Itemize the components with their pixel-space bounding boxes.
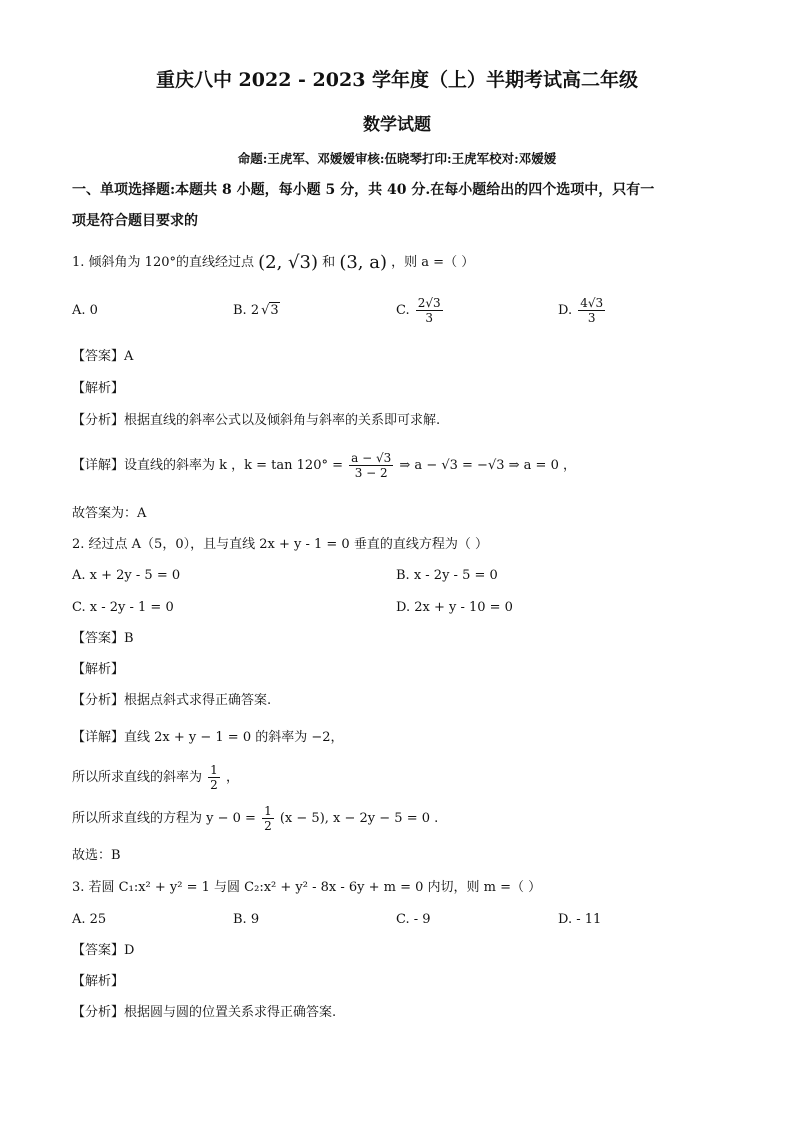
q1-point1: (2, √3)	[258, 252, 319, 273]
credits-line: 命题:王虎军、邓嫒嫒审核:伍晓琴打印:王虎军校对:邓嫒嫒	[237, 151, 557, 166]
q1-answer: 【答案】A	[72, 349, 134, 364]
q1-option-d-label: D.	[558, 303, 573, 318]
q2-equation-den: 2	[264, 819, 272, 833]
q1-point2-value: 3, a	[346, 252, 380, 273]
q2-slope-num: 1	[210, 763, 218, 777]
q1-option-c-label: C.	[396, 303, 410, 318]
q2-equation-fraction	[262, 804, 274, 833]
q1-option-a: A. 0	[72, 303, 98, 318]
q2-final: 故选：B	[72, 848, 121, 863]
q1-detail-fraction	[349, 451, 393, 480]
q1-option-d-num: 4√3	[580, 296, 604, 310]
q2-analysis-label: 【解析】	[72, 662, 125, 677]
q1-point2: (3, a)	[339, 252, 388, 273]
q1-stem-text: 1. 倾斜角为 120°的直线经过点	[72, 255, 254, 270]
page-title: 重庆八中 2022 - 2023 学年度（上）半期考试高二年级	[155, 69, 639, 91]
q1-detail-den: 3 − 2	[354, 466, 388, 480]
q2-option-d: D. 2x + y - 10 = 0	[396, 600, 513, 615]
q1-detail-num: a − √3	[351, 451, 392, 465]
q1-stem-end: ，则 a =（ ）	[391, 255, 475, 270]
q2-slope-end: ，	[225, 770, 239, 785]
q1-analysis-label: 【解析】	[72, 381, 125, 396]
q1-option-c	[396, 293, 445, 329]
q2-equation	[72, 801, 438, 837]
section-heading-line2: 项是符合题目要求的	[72, 213, 198, 229]
q2-slope-fraction	[208, 763, 220, 792]
q3-analysis-label: 【解析】	[72, 974, 125, 989]
q2-equation-num: 1	[264, 804, 272, 818]
q1-final: 故答案为：A	[72, 506, 147, 521]
q2-option-c: C. x - 2y - 1 = 0	[72, 600, 174, 615]
q3-option-c: C. - 9	[396, 912, 431, 927]
q1-option-b-radicand: 3	[270, 303, 279, 318]
q1-option-b: B. 2 √3	[233, 303, 279, 318]
q2-detail: 【详解】直线 2x + y − 1 = 0 的斜率为 −2，	[72, 730, 344, 745]
q1-option-c-fraction	[416, 296, 443, 325]
q2-answer: 【答案】B	[72, 631, 134, 646]
q1-and: 和	[322, 255, 336, 270]
q1-detail-result: ⇒ a − √3 = −√3 ⇒ a = 0 ，	[399, 458, 576, 473]
q2-option-b: B. x - 2y - 5 = 0	[396, 568, 498, 583]
q3-stem: 3. 若圆 C₁:x² + y² = 1 与圆 C₂:x² + y² - 8x - 6y + m = 0 内切，则 m =（ ）	[72, 880, 542, 895]
q2-stem: 2. 经过点 A（5，0），且与直线 2x + y - 1 = 0 垂直的直线方程为（ ）	[72, 537, 488, 552]
q3-option-d: D. - 11	[558, 912, 602, 927]
q2-slope-text: 所以所求直线的斜率为	[72, 770, 203, 785]
q1-option-d	[558, 293, 607, 329]
q1-option-d-fraction	[578, 296, 605, 325]
q1-fenxi: 【分析】根据直线的斜率公式以及倾斜角与斜率的关系即可求解.	[72, 413, 441, 428]
q3-option-b: B. 9	[233, 912, 260, 927]
q2-fenxi: 【分析】根据点斜式求得正确答案.	[72, 693, 272, 708]
q2-equation-text: 所以所求直线的方程为 y − 0 =	[72, 811, 256, 826]
q2-equation-end: (x − 5), x − 2y − 5 = 0 .	[279, 811, 439, 826]
q2-slope	[72, 760, 239, 796]
q1-option-c-num: 2√3	[417, 296, 441, 310]
q1-option-c-den: 3	[425, 311, 434, 325]
q2-option-a: A. x + 2y - 5 = 0	[72, 568, 181, 583]
q1-detail	[72, 448, 576, 484]
q3-answer: 【答案】D	[72, 943, 135, 958]
q1-stem	[72, 254, 474, 272]
q1-option-d-den: 3	[587, 311, 596, 325]
q3-option-a: A. 25	[72, 912, 107, 927]
q2-slope-den: 2	[210, 778, 218, 792]
q1-point1-value: 2, √3	[265, 252, 311, 273]
q1-detail-text: 【详解】设直线的斜率为 k ，k = tan 120° =	[72, 458, 343, 473]
q3-fenxi: 【分析】根据圆与圆的位置关系求得正确答案.	[72, 1005, 337, 1020]
page-subtitle: 数学试题	[363, 115, 431, 135]
section-heading-line1: 一、单项选择题:本题共 8 小题，每小题 5 分，共 40 分.在每小题给出的四个选项中，只有一	[72, 182, 655, 198]
q1-option-b-label: B. 2	[233, 303, 260, 318]
